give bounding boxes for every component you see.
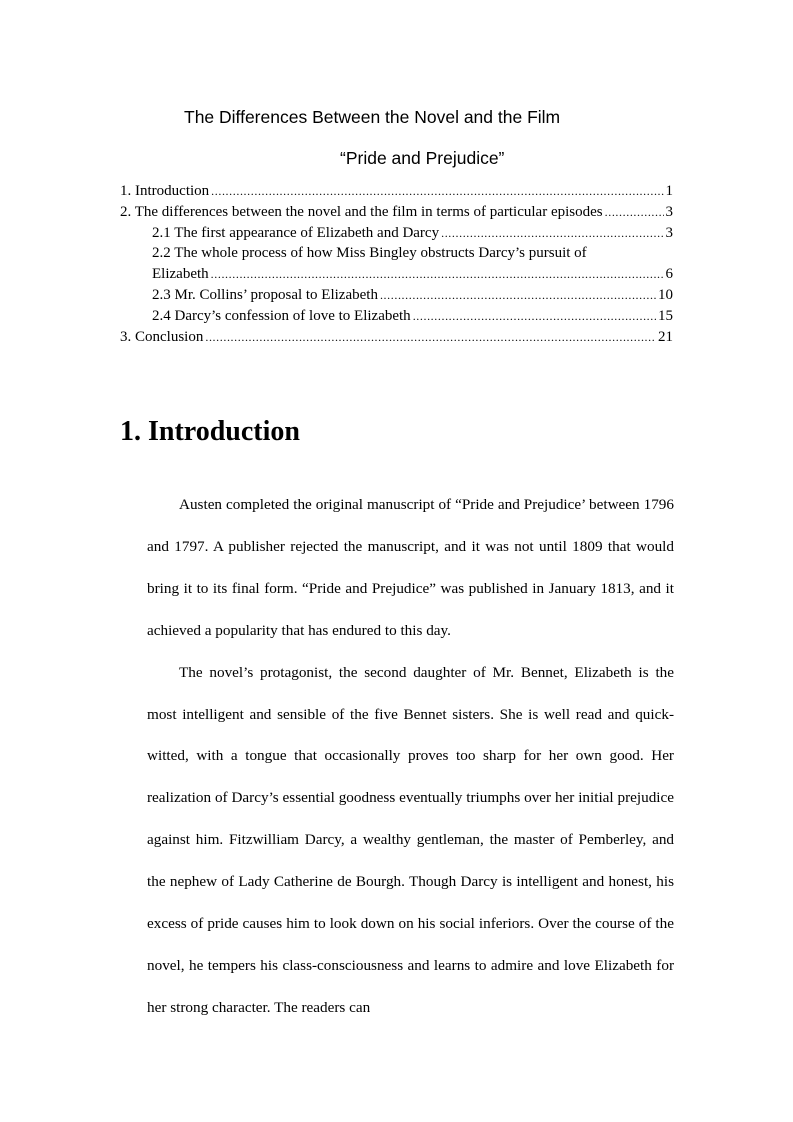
- toc-label: 2. The differences between the novel and the film in terms of particular episodes: [120, 203, 603, 220]
- toc-entry-differences[interactable]: [120, 202, 673, 223]
- section-body: [147, 484, 674, 1029]
- toc-label: 2.4 Darcy’s confession of love to Elizabeth: [152, 307, 411, 324]
- document-subtitle: “Pride and Prejudice”: [340, 148, 505, 168]
- toc-leader: [380, 285, 656, 306]
- toc-page-number: 21: [658, 328, 673, 345]
- toc-page-number: 1: [665, 183, 673, 199]
- toc-page-number: 3: [665, 224, 673, 241]
- paragraph: The novel’s protagonist, the second daughter of Mr. Bennet, Elizabeth is the most intelligent and sensible of the five Bennet sisters. She is well read and quick-witted, with a tongue that occasionally proves too sharp for her own good. Her realization of Darcy’s essential goodness eventually triumphs over her initial prejudice against him. Fitzwilliam Darcy, a wealthy gentleman, the master of Pemberley, and the nephew of Lady Catherine de Bourgh. Though Darcy is intelligent and honest, his excess of pride causes him to look down on his social inferiors. Over the course of the novel, he tempers his class-consciousness and learns to admire and love Elizabeth for her strong character. The readers can: [147, 663, 674, 1016]
- toc-label: Elizabeth: [152, 266, 209, 283]
- toc-label: 2.1 The first appearance of Elizabeth and Darcy: [152, 224, 440, 241]
- toc-entry-conclusion[interactable]: [120, 327, 673, 348]
- toc-entry-bingley[interactable]: [120, 264, 673, 285]
- toc-page-number: 15: [658, 307, 673, 324]
- toc-leader: [413, 306, 656, 327]
- toc-label: 2.3 Mr. Collins’ proposal to Elizabeth: [152, 286, 378, 303]
- toc-page-number: 10: [658, 286, 673, 303]
- toc-entry-bingley-line1[interactable]: 2.2 The whole process of how Miss Bingley obstructs Darcy’s pursuit of: [152, 245, 587, 262]
- toc-entry-collins[interactable]: [120, 285, 673, 306]
- toc-leader: [441, 223, 663, 244]
- toc-leader: [211, 181, 663, 202]
- paragraph: Austen completed the original manuscript of “Pride and Prejudice’ between 1796 and 1797. A publisher rejected the manuscript, and it was not until 1809 that would bring it to its final form. “Pride and Prejudice” was published in January 1813, and it achieved a popularity that has endured to this day.: [147, 496, 674, 639]
- toc-leader: [211, 264, 664, 285]
- toc-label: 1. Introduction: [120, 183, 210, 199]
- toc-page-number: 6: [665, 266, 673, 283]
- toc-leader: [205, 327, 656, 348]
- toc-entry-first-appearance[interactable]: [120, 223, 673, 244]
- toc-label: 3. Conclusion: [120, 328, 204, 345]
- toc-leader: [605, 202, 664, 223]
- toc-page-number: 3: [665, 203, 673, 220]
- table-of-contents: [120, 181, 673, 347]
- section-heading: 1. Introduction: [120, 416, 300, 447]
- toc-entry-introduction[interactable]: [120, 181, 673, 202]
- toc-entry-confession[interactable]: [120, 306, 673, 327]
- document-title: The Differences Between the Novel and the Film: [184, 107, 561, 127]
